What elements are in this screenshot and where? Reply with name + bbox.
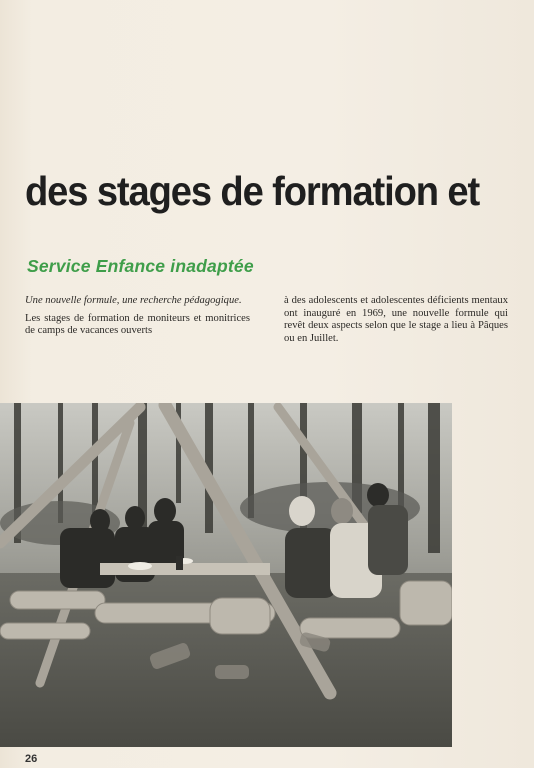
body-paragraph-left: Les stages de formation de moniteurs et monitrices de camps de vacances ouverts — [25, 312, 250, 337]
text-column-left — [25, 295, 250, 338]
article-headline: des stages de formation et — [25, 168, 480, 214]
camp-photo-drawing — [0, 403, 452, 747]
page-number: 26 — [25, 753, 38, 765]
camp-photo — [0, 403, 452, 747]
body-paragraph-right: à des adolescents et adolescentes déficients mentaux ont inauguré en 1969, une nouvelle formule qui revêt deux aspects selon que le stage a lieu à Pâques ou en Juillet. — [284, 295, 508, 344]
section-title: Service Enfance inadaptée — [27, 256, 254, 276]
lead-paragraph: Une nouvelle formule, une recherche pédagogique. — [25, 295, 242, 306]
text-column-right — [284, 295, 508, 345]
